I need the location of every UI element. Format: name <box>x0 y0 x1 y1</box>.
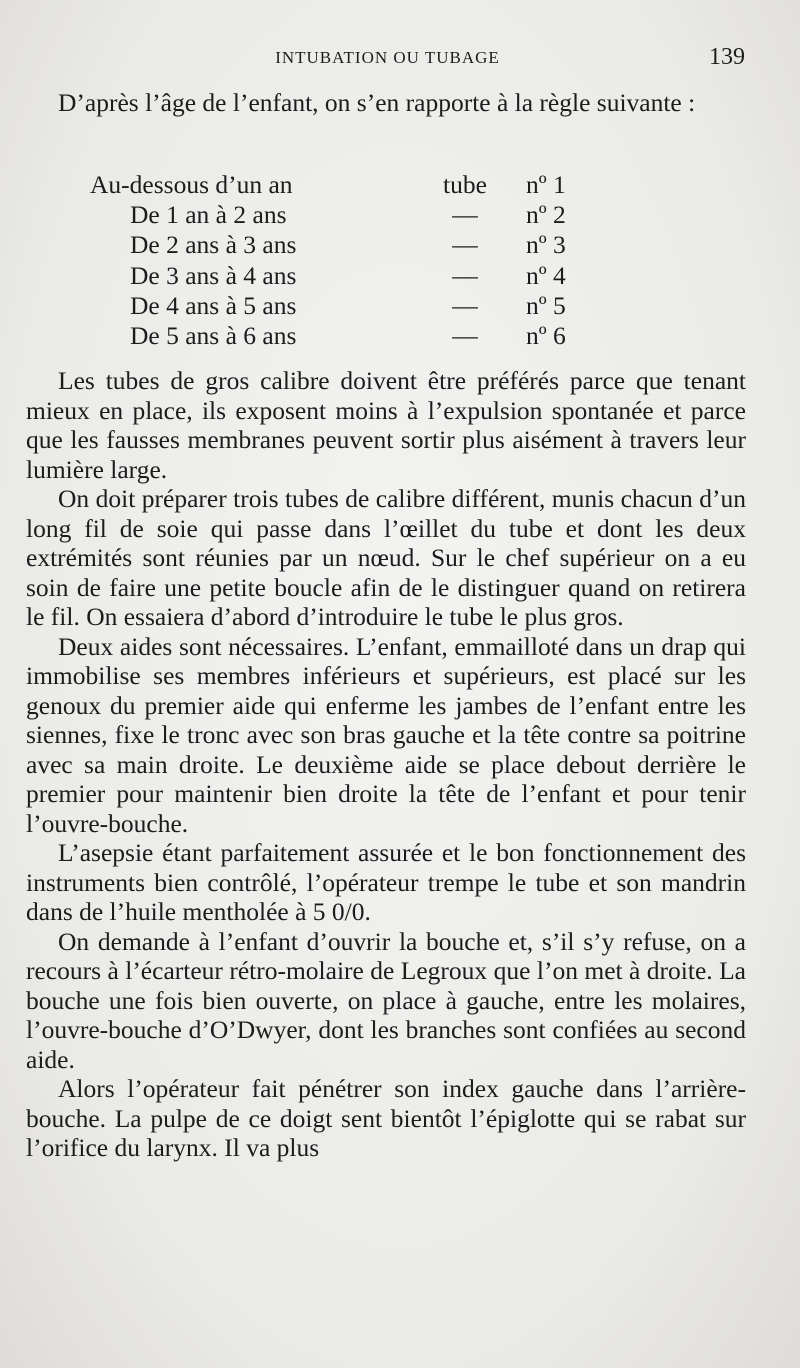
table-row <box>90 261 630 291</box>
paragraph: Deux aides sont nécessaires. L’enfant, emmailloté dans un drap qui immobilise ses membres inférieurs et supérieurs, est placé sur les genoux du premier aide qui enferme les jambes de l’enfant entre les siennes, fixe le tronc avec son bras gauche et la tête contre sa poitrine avec sa main droite. Le deuxième aide se place debout derrière le premier pour maintenir bien droite la tête de l’enfant et pour tenir l’ouvre-bouche. <box>26 631 746 838</box>
tube-number: nº 1 <box>526 170 566 199</box>
age-range: De 1 an à 2 ans <box>130 200 287 230</box>
table-row <box>90 170 630 200</box>
ditto-dash: — <box>452 320 478 350</box>
table-row <box>90 291 630 321</box>
intro-paragraph <box>26 88 746 118</box>
age-range: De 3 ans à 4 ans <box>130 260 297 290</box>
age-range: Au-dessous d’un an <box>90 170 293 199</box>
paragraph: On demande à l’enfant d’ouvrir la bouche et, s’il s’y refuse, on a recours à l’écarteur rétro-molaire de Legroux que l’on met à droite. La bouche une fois bien ouverte, on place à gauche, entre les molaires, l’ouvre-bouche d’O’Dwyer, dont les branches sont confiées au second aide. <box>26 926 746 1074</box>
running-head <box>30 44 745 74</box>
paragraph: Alors l’opérateur fait pénétrer son index gauche dans l’arrière-bouche. La pulpe de ce doigt sent bientôt l’épiglotte qui se rabat sur l’orifice du larynx. Il va plus <box>26 1074 746 1162</box>
ditto-dash: — <box>452 290 478 320</box>
ditto-dash: — <box>452 230 478 260</box>
tube-number: nº 5 <box>526 290 566 320</box>
body-text <box>26 366 746 1163</box>
table-row <box>90 230 630 260</box>
paragraph: D’après l’âge de l’enfant, on s’en rapporte à la règle suivante : <box>58 88 696 117</box>
tube-size-table <box>90 170 630 351</box>
age-range: De 5 ans à 6 ans <box>130 320 297 350</box>
tube-number: nº 6 <box>526 320 566 350</box>
running-title: INTUBATION OU TUBAGE <box>275 48 500 67</box>
ditto-dash: — <box>452 200 478 230</box>
tube-number: nº 3 <box>526 230 566 260</box>
ditto-dash: — <box>452 260 478 290</box>
page-number: 139 <box>709 44 745 70</box>
age-range: De 2 ans à 3 ans <box>130 230 297 260</box>
paragraph: On doit préparer trois tubes de calibre différent, munis chacun d’un long fil de soie qui passe dans l’œillet du tube et dont les deux extrémités sont réunies par un nœud. Sur le chef supérieur on a eu soin de faire une petite boucle afin de le distinguer quand on retirera le fil. On essaiera d’abord d’introduire le tube le plus gros. <box>26 484 746 631</box>
paragraph: L’asepsie étant parfaitement assurée et le bon fonctionnement des instruments bien contrôlé, l’opérateur trempe le tube et son mandrin dans de l’huile mentholée à 5 0/0. <box>26 838 746 926</box>
tube-number: nº 4 <box>526 260 566 290</box>
tube-number: nº 2 <box>526 200 566 230</box>
table-row <box>90 321 630 351</box>
age-range: De 4 ans à 5 ans <box>130 290 297 320</box>
tube-label: tube <box>443 170 487 199</box>
paragraph: Les tubes de gros calibre doivent être préférés parce que tenant mieux en place, ils exposent moins à l’expulsion spontanée et parce que les fausses membranes peuvent sortir plus aisément à travers leur lumière large. <box>26 366 746 484</box>
table-row <box>90 200 630 230</box>
